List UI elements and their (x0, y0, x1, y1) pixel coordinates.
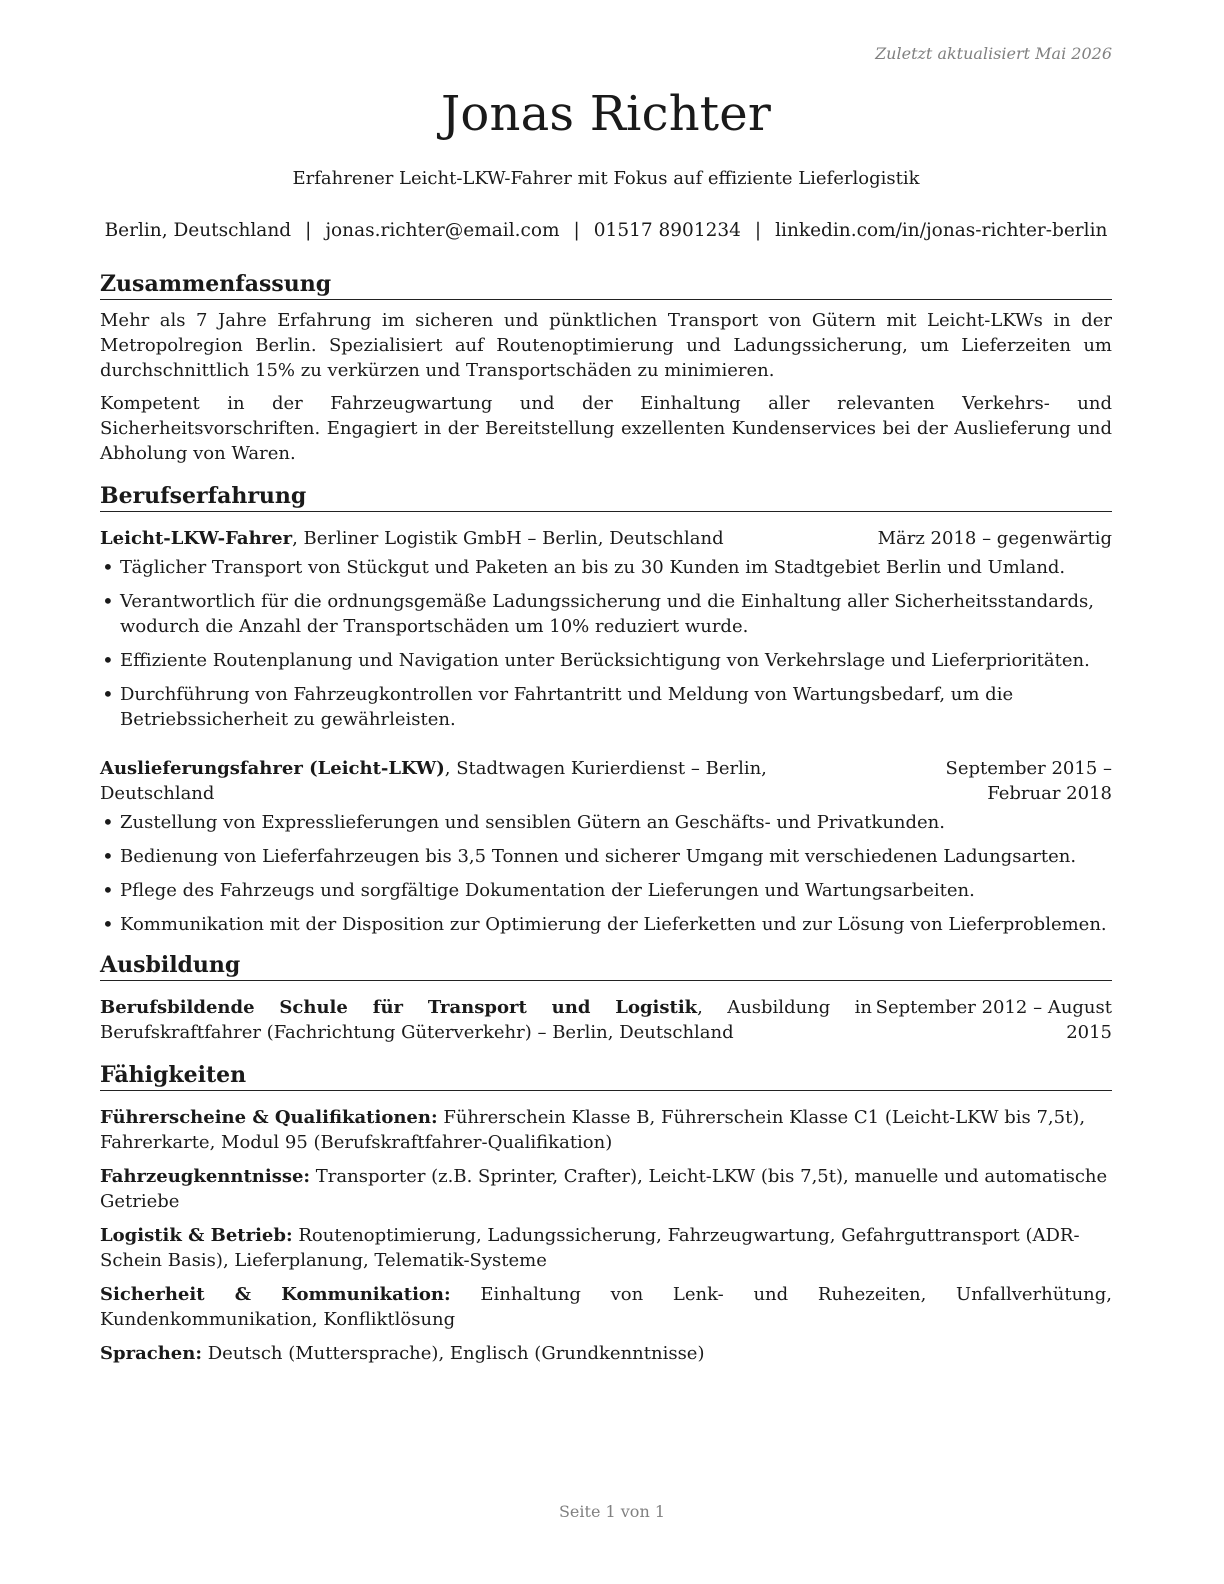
education-dates: September 2012 – August 2015 (875, 997, 1112, 1043)
contact-email[interactable]: jonas.richter@email.com (325, 220, 560, 241)
skills-section (100, 1061, 1112, 1366)
list-item: • Pflege des Fahrzeugs und sorgfältige Dokumentation der Lieferungen und Wartungsarbeiten. (100, 878, 1112, 903)
tagline: Erfahrener Leicht-LKW-Fahrer mit Fokus auf effiziente Lieferlogistik (292, 168, 920, 189)
section-heading-education: Ausbildung (100, 951, 1112, 981)
skill-label: Führerscheine & Qualifikationen: (100, 1107, 438, 1128)
job-header (100, 756, 1112, 806)
job-bullets (100, 810, 1112, 937)
skill-label: Sicherheit & Kommunikation: (100, 1284, 451, 1305)
section-heading-experience: Berufserfahrung (100, 482, 1112, 512)
experience-section (100, 482, 1112, 937)
skill-line (100, 1282, 1112, 1332)
section-heading-summary: Zusammenfassung (100, 270, 1112, 300)
contact-separator: | (573, 220, 580, 241)
job-title: Leicht-LKW-Fahrer (100, 528, 293, 549)
skill-line (100, 1341, 1112, 1366)
summary-paragraph: Mehr als 7 Jahre Erfahrung im sicheren und pünktlichen Transport von Gütern mit Leicht-LKWs in der Metropolregion Berlin. Spezialisiert auf Routenoptimierung und Ladungssicherung, um Lieferzeiten um durchschnittlich 15% zu verkürzen und Transportschäden zu minimieren. (100, 310, 1112, 381)
list-item: • Bedienung von Lieferfahrzeugen bis 3,5 Tonnen und sicherer Umgang mit verschiedenen Ladungsarten. (100, 844, 1112, 869)
skill-text: Deutsch (Muttersprache), Englisch (Grundkenntnisse) (201, 1343, 705, 1364)
candidate-name: Jonas Richter (440, 86, 772, 142)
contact-separator: | (754, 220, 762, 241)
list-item: • Kommunikation mit der Disposition zur Optimierung der Lieferketten und zur Lösung von Lieferproblemen. (100, 912, 1112, 937)
job-company: , Stadtwagen Kurierdienst – Berlin, Deutschland (100, 758, 767, 804)
job-dates: September 2015 – Februar 2018 (945, 758, 1112, 804)
list-item: • Effiziente Routenplanung und Navigation unter Berücksichtigung von Verkehrslage und Lieferprioritäten. (100, 648, 1112, 673)
school-name: Berufsbildende Schule für Transport und Logistik (100, 997, 698, 1018)
list-item: • Durchführung von Fahrzeugkontrollen vor Fahrtantritt und Meldung von Wartungsbedarf, um die Betriebssicherheit zu gewährleisten. (100, 682, 1112, 732)
education-section (100, 951, 1112, 1045)
resume-content (100, 270, 1112, 1376)
skill-text: Routenoptimierung, Ladungssicherung, Fahrzeugwartung, Gefahrguttransport (ADR-Schein Basis), Lieferplanung, Telematik-Systeme (100, 1225, 1080, 1271)
list-item: • Täglicher Transport von Stückgut und Paketen an bis zu 30 Kunden im Stadtgebiet Berlin und Umland. (100, 555, 1112, 580)
page-footer: Seite 1 von 1 (558, 1502, 666, 1521)
summary-paragraph: Kompetent in der Fahrzeugwartung und der Einhaltung aller relevanten Verkehrs- und Sicherheitsvorschriften. Engagiert in der Bereitstellung exzellenten Kundenservices bei der Auslieferung und Abholung von Waren. (100, 393, 1112, 464)
summary-section (100, 270, 1112, 466)
job-company: , Berliner Logistik GmbH – Berlin, Deutschland (292, 528, 724, 549)
section-heading-skills: Fähigkeiten (100, 1061, 1112, 1091)
list-item: • Verantwortlich für die ordnungsgemäße Ladungssicherung und die Einhaltung aller Sicherheitsstandards, wodurch die Anzahl der Transportschäden um 10% reduziert wurde. (100, 589, 1112, 639)
skill-label: Fahrzeugkenntnisse: (100, 1166, 311, 1187)
contact-line (100, 220, 1112, 241)
skill-label: Logistik & Betrieb: (100, 1225, 293, 1246)
job-dates: März 2018 – gegenwärtig (877, 528, 1112, 549)
skill-line (100, 1223, 1112, 1273)
list-item: • Zustellung von Expresslieferungen und sensiblen Gütern an Geschäfts- und Privatkunden. (100, 810, 1112, 835)
contact-phone: 01517 8901234 (593, 220, 741, 241)
skill-label: Sprachen: (100, 1343, 202, 1364)
contact-linkedin[interactable]: linkedin.com/in/jonas-richter-berlin (775, 220, 1108, 241)
job-bullets (100, 555, 1112, 732)
contact-separator: | (305, 220, 312, 241)
job-title: Auslieferungsfahrer (Leicht-LKW) (100, 758, 445, 779)
last-updated: Zuletzt aktualisiert Mai 2026 (875, 44, 1112, 63)
skill-line (100, 1105, 1112, 1155)
skill-line (100, 1164, 1112, 1214)
education-entry (100, 995, 1112, 1045)
job-header (100, 526, 1112, 551)
education-details: , Ausbildung in Berufskraftfahrer (Fachrichtung Güterverkehr) – Berlin, Deutschland (100, 997, 872, 1043)
skill-text: Führerschein Klasse B, Führerschein Klasse C1 (Leicht-LKW bis 7,5t), Fahrerkarte, Modul 95 (Berufskraftfahrer-Qualifikation) (100, 1107, 1086, 1153)
skill-text: Einhaltung von Lenk- und Ruhezeiten, Unfallverhütung, Kundenkommunikation, Konfliktlösung (100, 1284, 1112, 1330)
skill-text: Transporter (z.B. Sprinter, Crafter), Leicht-LKW (bis 7,5t), manuelle und automatische Getriebe (100, 1166, 1108, 1212)
contact-location: Berlin, Deutschland (104, 220, 292, 241)
